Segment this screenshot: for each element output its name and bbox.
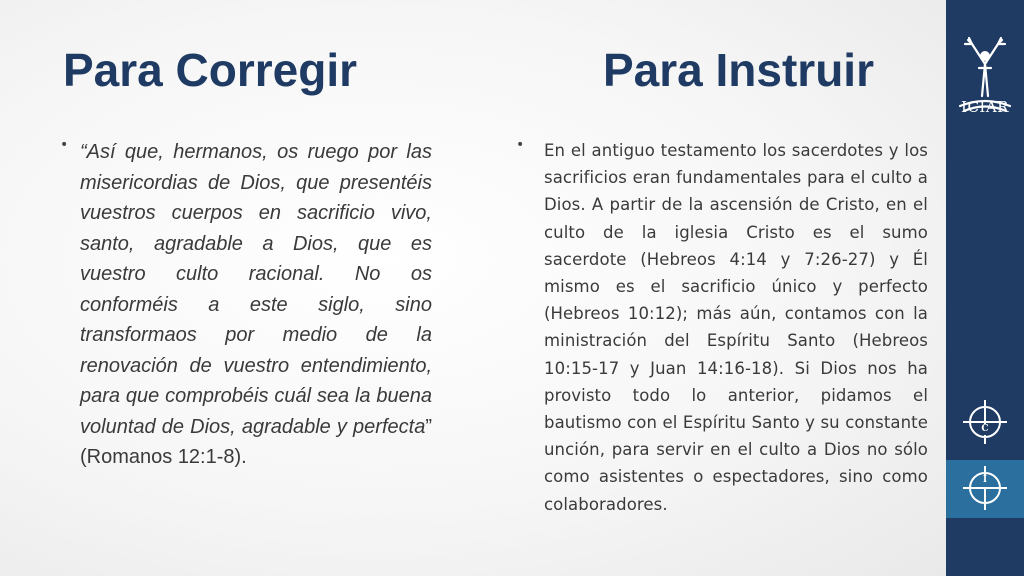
logo-text: ICIAR (961, 98, 1009, 116)
bullet-icon: • (60, 137, 69, 153)
nav-target-i[interactable] (963, 466, 1007, 510)
bullet-icon: • (516, 137, 525, 153)
right-heading: Para Instruir (603, 44, 874, 96)
quote-reference: ” (Romanos 12:1-8). (80, 415, 432, 468)
right-column (516, 137, 928, 518)
left-heading: Para Corregir (63, 44, 358, 96)
sidebar (946, 0, 1024, 576)
quote-italic: “Así que, hermanos, os ruego por las misericordias de Dios, que presentéis vuestros cuerpos en sacrificio vivo, santo, agradable a Dios, que es vuestro culto racional. No os conforméis a este siglo, sino transformaos por medio de la renovación de vuestro entendimiento, para que comprobéis cuál sea la buena voluntad de Dios, agradable y perfecta (80, 141, 432, 438)
nav-c-label: C (981, 424, 989, 434)
left-quote (80, 137, 432, 473)
nav-i-label: I (982, 475, 988, 485)
crosshair-icon (963, 466, 1007, 510)
right-body: En el antiguo testamento los sacerdotes y los sacrificios eran fundamentales para el culto a Dios. A partir de la ascensión de Cristo, en el culto de la iglesia Cristo es el sumo sacerdote (Hebreos 4:14 y 7:26-27) y Él mismo es el sacrificio único y perfecto (Hebreos 10:12); más aún, contamos con la ministración del Espíritu Santo (Hebreos 10:15-17 y Juan 14:16-18). Si Dios nos ha provisto todo lo anterior, pidamos el bautismo con el Espíritu Santo y su constante unción, para servir en el culto a Dios no sólo como asistentes o espectadores, sino como colaboradores. (544, 141, 928, 514)
left-column (60, 137, 432, 473)
crosshair-icon (963, 400, 1007, 444)
nav-target-c[interactable] (963, 400, 1007, 444)
